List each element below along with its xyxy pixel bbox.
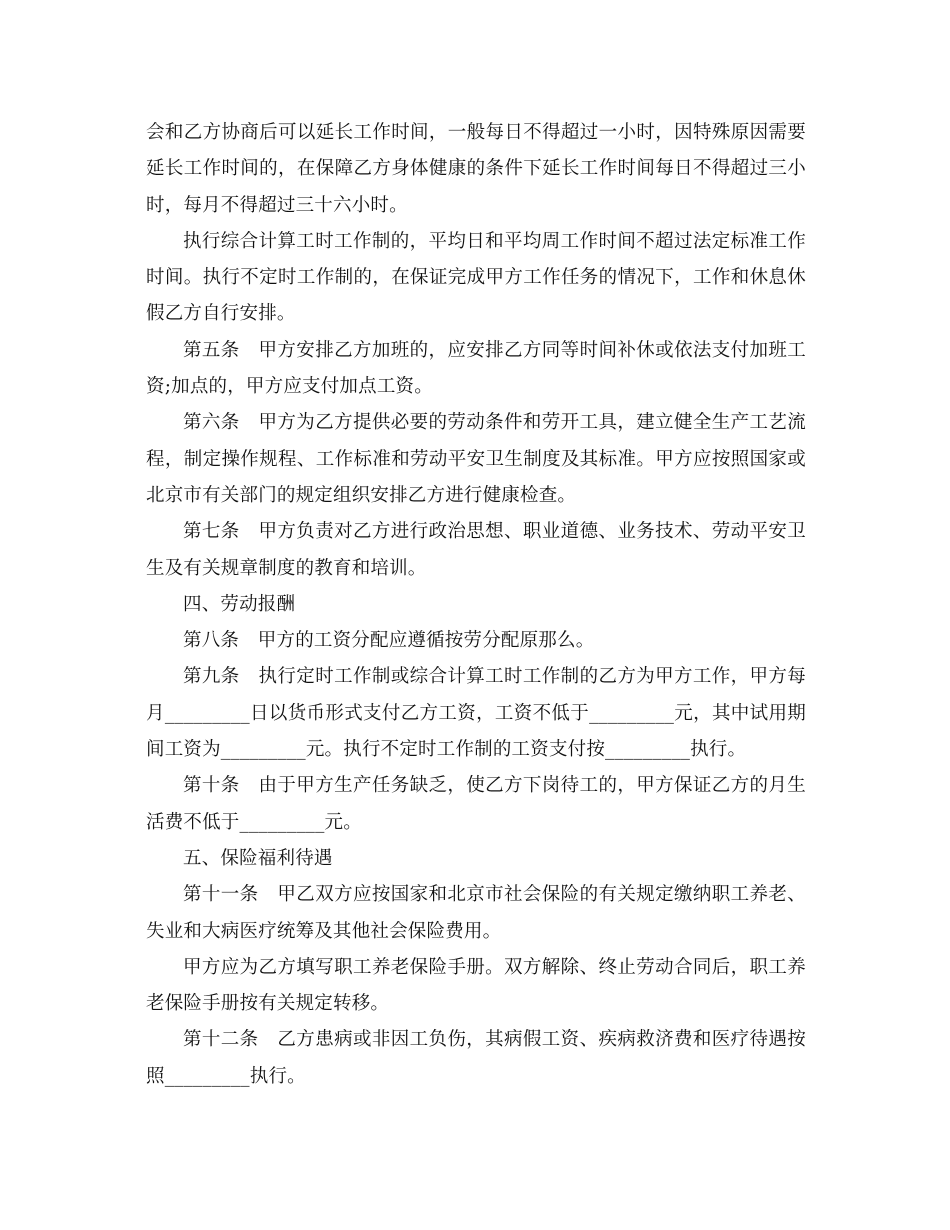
- paragraph-comprehensive-hours: 执行综合计算工时工作制的，平均日和平均周工作时间不超过法定标准工作时间。执行不定时工作制的，在保证完成甲方工作任务的情况下，工作和休息休假乙方自行安排。: [146, 230, 806, 325]
- paragraph-working-hours-extension: 会和乙方协商后可以延长工作时间，一般每日不得超过一小时，因特殊原因需要延长工作时间的，在保障乙方身体健康的条件下延长工作时间每日不得超过三小时，每月不得超过三十六小时。: [146, 122, 806, 216]
- section-heading-insurance-welfare: 五、保险福利待遇: [183, 847, 333, 869]
- paragraph-article-7: 第七条 甲方负责对乙方进行政治思想、职业道德、业务技术、劳动平安卫生及有关规章制度的教育和培训。: [146, 521, 806, 579]
- paragraph-article-10: 第十条 由于甲方生产任务缺乏，使乙方下岗待工的，甲方保证乙方的月生活费不低于_________元。: [146, 775, 806, 833]
- paragraph-article-8: 第八条 甲方的工资分配应遵循按劳分配原那么。: [183, 630, 595, 652]
- paragraph-article-9: 第九条 执行定时工作制或综合计算工时工作制的乙方为甲方工作，甲方每月_________日以货币形式支付乙方工资，工资不低于_________元，其中试用期间工资为_________元。执行不定时工作制的工资支付按_________执行。: [146, 666, 806, 761]
- paragraph-article-6: 第六条 甲方为乙方提供必要的劳动条件和劳开工具，建立健全生产工艺流程，制定操作规程、工作标准和劳动平安卫生制度及其标准。甲方应按照国家或北京市有关部门的规定组织安排乙方进行健康检查。: [146, 412, 806, 506]
- paragraph-article-5: 第五条 甲方安排乙方加班的，应安排乙方同等时间补休或依法支付加班工资;加点的，甲方应支付加点工资。: [146, 339, 806, 398]
- document-body: [146, 115, 806, 1095]
- section-heading-labor-pay: 四、劳动报酬: [183, 593, 296, 615]
- paragraph-article-11: 第十一条 甲乙双方应按国家和北京市社会保险的有关规定缴纳职工养老、失业和大病医疗统筹及其他社会保险费用。: [146, 884, 806, 942]
- paragraph-article-12: 第十二条 乙方患病或非因工负伤，其病假工资、疾病救济费和医疗待遇按照_________执行。: [146, 1029, 806, 1087]
- paragraph-pension-handbook: 甲方应为乙方填写职工养老保险手册。双方解除、终止劳动合同后，职工养老保险手册按有关规定转移。: [146, 956, 806, 1015]
